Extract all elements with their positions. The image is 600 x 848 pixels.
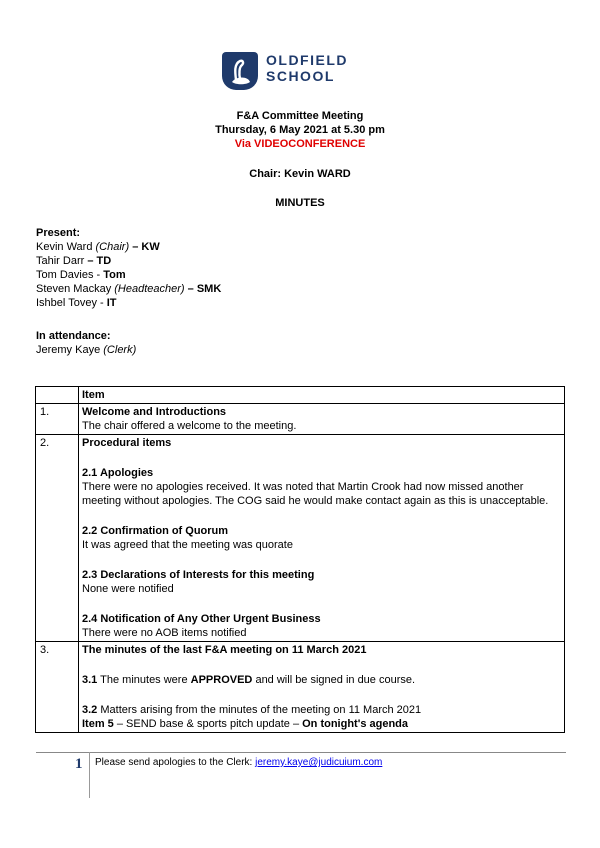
- present-person: Kevin Ward (Chair) – KW: [36, 241, 160, 253]
- quorum-title: 2.2 Confirmation of Quorum: [82, 525, 229, 537]
- present-person: Steven Mackay (Headteacher) – SMK: [36, 283, 222, 295]
- attendance-person: Jeremy Kaye (Clerk): [36, 344, 137, 356]
- present-person: Tom Davies - Tom: [36, 269, 126, 281]
- item-number: 2.: [36, 435, 79, 642]
- apologies-title: 2.1 Apologies: [82, 467, 154, 479]
- swan-icon: [222, 52, 258, 90]
- attendance-section: [36, 329, 136, 357]
- footer-text: Please send apologies to the Clerk:: [95, 757, 256, 768]
- present-person: Ishbel Tovey - IT: [36, 297, 117, 309]
- table-header-row: [36, 387, 565, 404]
- interests-title: 2.3 Declarations of Interests for this meeting: [82, 569, 315, 581]
- table-row: [36, 642, 565, 733]
- meeting-venue: Via VIDEOCONFERENCE: [234, 138, 366, 150]
- minutes-approved-text: 3.1 The minutes were APPROVED and will be signed in due course.: [82, 674, 416, 686]
- school-name-line1: OLDFIELD: [266, 52, 348, 68]
- item-title: The minutes of the last F&A meeting on 11 March 2021: [82, 644, 367, 656]
- aob-title: 2.4 Notification of Any Other Urgent Business: [82, 613, 321, 625]
- meeting-date: Thursday, 6 May 2021 at 5.30 pm: [215, 124, 385, 136]
- interests-text: None were notified: [82, 583, 174, 595]
- present-label: Present:: [36, 227, 81, 239]
- school-name-line2: SCHOOL: [266, 68, 335, 84]
- clerk-email-link[interactable]: jeremy.kaye@judicuium.com: [255, 757, 383, 768]
- item-title: Procedural items: [82, 437, 172, 449]
- footer-note: [95, 757, 382, 768]
- quorum-text: It was agreed that the meeting was quorate: [82, 539, 293, 551]
- matters-arising-text: 3.2 Matters arising from the minutes of the meeting on 11 March 2021: [82, 704, 422, 716]
- item5-text: Item 5 – SEND base & sports pitch update – On tonight's agenda: [82, 718, 409, 730]
- present-section: [36, 226, 221, 310]
- present-person: Tahir Darr – TD: [36, 255, 112, 267]
- attendance-label: In attendance:: [36, 330, 111, 342]
- minutes-heading: MINUTES: [275, 197, 325, 209]
- footer-divider: [36, 752, 566, 753]
- meeting-title: F&A Committee Meeting: [236, 110, 364, 122]
- footer-vertical-divider: [89, 752, 90, 798]
- meeting-chair: Chair: Kevin WARD: [249, 168, 351, 180]
- aob-text: There were no AOB items notified: [82, 627, 247, 639]
- item-number: 3.: [36, 642, 79, 733]
- apologies-text: There were no apologies received. It was noted that Martin Crook had now missed another meeting without apologies. The COG said he would make contact again as this is unacceptable.: [82, 481, 549, 507]
- item-number: 1.: [36, 404, 79, 435]
- table-header-item: Item: [79, 387, 565, 404]
- table-row: [36, 404, 565, 435]
- page-number: 1: [75, 756, 83, 772]
- school-logo-icon: [222, 52, 258, 90]
- table-row: [36, 435, 565, 642]
- item-title: Welcome and Introductions: [82, 406, 227, 418]
- item-text: The chair offered a welcome to the meeting.: [82, 420, 297, 432]
- school-name: [266, 52, 348, 84]
- minutes-table: [35, 386, 565, 733]
